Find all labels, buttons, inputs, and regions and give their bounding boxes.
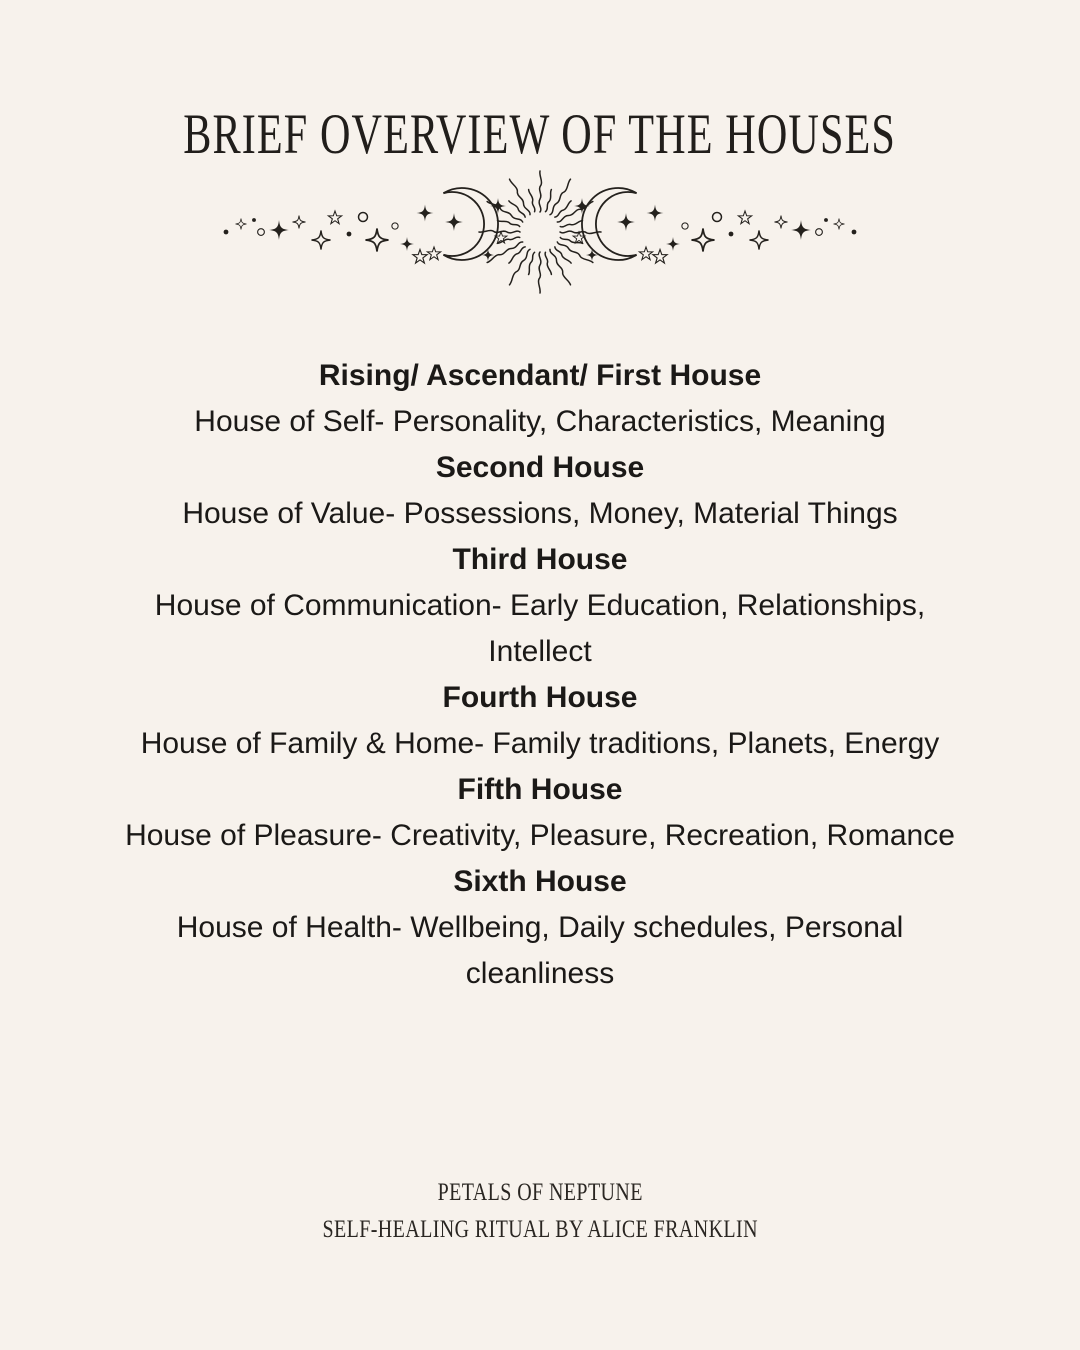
houses-list <box>109 353 971 997</box>
house-entry-fifth <box>109 767 971 859</box>
page-title <box>0 103 1080 166</box>
house-name: Rising/ Ascendant/ First House <box>318 359 762 392</box>
house-name: Second House <box>435 451 645 484</box>
house-entry-sixth <box>109 859 971 997</box>
crescent-moon-icon-right <box>573 188 663 261</box>
house-description: House of Value- Possessions, Money, Material Things <box>182 497 898 530</box>
house-description: House of Pleasure- Creativity, Pleasure, Recreation, Romance <box>125 819 955 852</box>
house-name: Fifth House <box>457 773 623 806</box>
house-name: Sixth House <box>453 865 627 898</box>
brand-tagline-line <box>0 1213 1080 1250</box>
house-entry-second <box>109 445 971 537</box>
footer <box>0 1176 1080 1250</box>
star-trail-right <box>653 211 857 263</box>
brand-name-line <box>0 1176 1080 1213</box>
page-title-text: BRIEF OVERVIEW OF THE HOUSES <box>183 103 897 166</box>
house-entry-third <box>109 537 971 675</box>
star-trail-left <box>224 211 428 263</box>
house-entry-fourth <box>109 675 971 767</box>
celestial-divider <box>0 160 1080 310</box>
celestial-divider-graphic <box>210 160 870 305</box>
house-description: House of Health- Wellbeing, Daily schedules, Personal cleanliness <box>176 911 904 990</box>
crescent-moon-icon-left <box>417 188 507 261</box>
brand-tagline: SELF-HEALING RITUAL BY ALICE FRANKLIN <box>322 1216 758 1243</box>
house-description: House of Family & Home- Family traditions, Planets, Energy <box>140 727 940 760</box>
house-description: House of Self- Personality, Characteristics, Meaning <box>194 405 886 438</box>
house-name: Fourth House <box>442 681 638 714</box>
house-name: Third House <box>452 543 628 576</box>
house-description: House of Communication- Early Education, Relationships, Intellect <box>154 589 926 668</box>
brand-name: PETALS OF NEPTUNE <box>437 1179 643 1206</box>
house-entry-first <box>109 353 971 445</box>
